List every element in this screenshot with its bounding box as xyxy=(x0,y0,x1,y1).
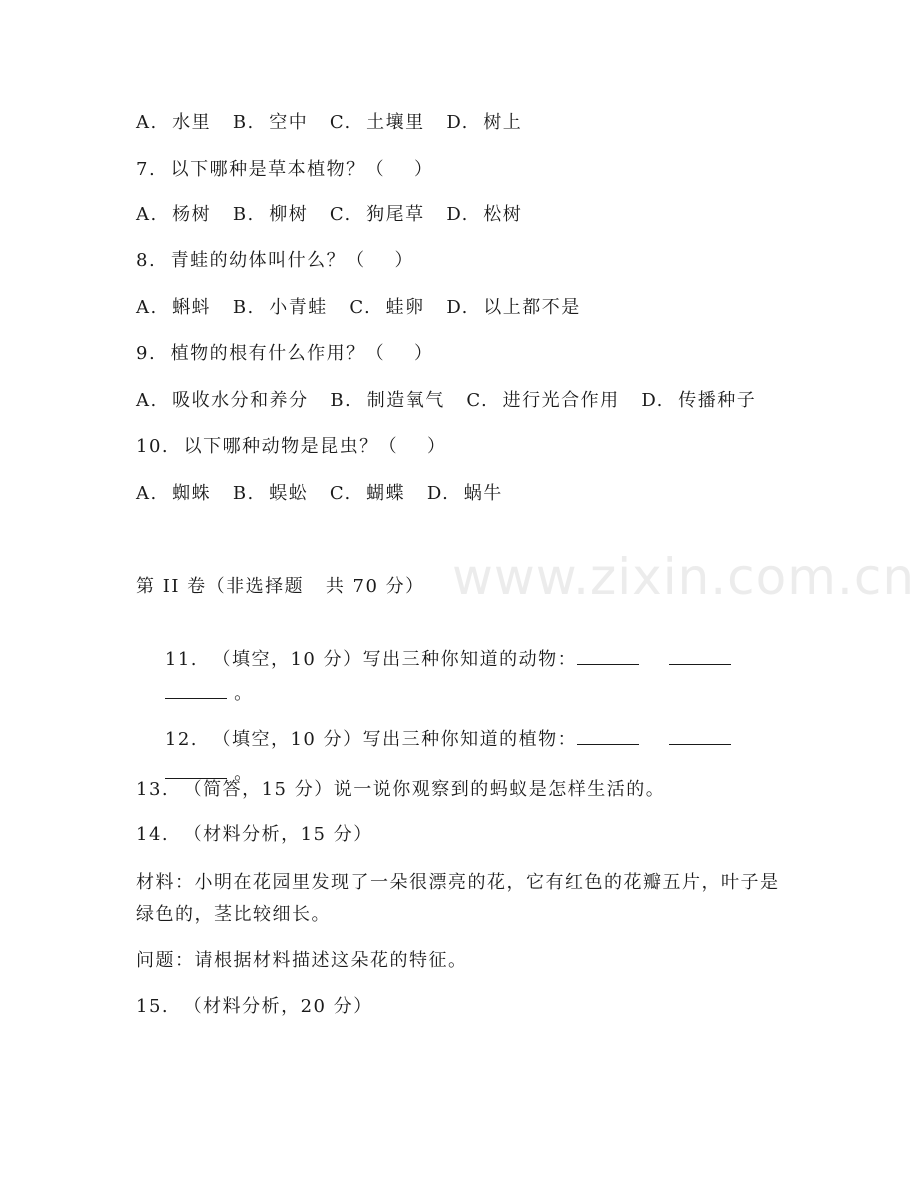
q14-prompt: 问题：请根据材料描述这朵花的特征。 xyxy=(136,950,468,971)
q12-blank-1[interactable] xyxy=(577,726,639,745)
q12-text: 12. （填空，10 分）写出三种你知道的植物： xyxy=(164,729,578,750)
q6-options: A. 水里 B. 空中 C. 土壤里 D. 树上 xyxy=(136,112,523,133)
q10-question: 10. 以下哪种动物是昆虫？（ ） xyxy=(136,436,447,457)
q11-blank-2[interactable] xyxy=(669,646,731,665)
q8-options: A. 蝌蚪 B. 小青蛙 C. 蛙卵 D. 以上都不是 xyxy=(136,297,581,318)
q12-blank-2[interactable] xyxy=(669,726,731,745)
q7-question: 7. 以下哪种是草本植物？（ ） xyxy=(136,159,434,180)
q10-options: A. 蜘蛛 B. 蜈蚣 C. 蝴蝶 D. 蜗牛 xyxy=(136,483,503,504)
watermark: www.zixin.com.cn xyxy=(452,548,916,606)
section-title: 第 II 卷（非选择题 共 70 分） xyxy=(136,576,425,597)
q11-text: 11. （填空，10 分）写出三种你知道的动物： xyxy=(164,649,578,670)
q12-end: 。 xyxy=(226,763,254,784)
q9-question: 9. 植物的根有什么作用？（ ） xyxy=(136,343,434,364)
q14-material: 材料：小明在花园里发现了一朵很漂亮的花，它有红色的花瓣五片，叶子是绿色的，茎比较细长。 xyxy=(136,872,780,925)
q11-blank-1[interactable] xyxy=(577,646,639,665)
q11-end: 。 xyxy=(226,683,254,704)
q13-question: 13. （简答，15 分）说一说你观察到的蚂蚁是怎样生活的。 xyxy=(136,779,666,800)
q9-options: A. 吸收水分和养分 B. 制造氧气 C. 进行光合作用 D. 传播种子 xyxy=(136,390,757,411)
q14-question: 14. （材料分析，15 分） xyxy=(136,824,373,845)
q11-blank-3[interactable] xyxy=(165,680,227,699)
q15-question: 15. （材料分析，20 分） xyxy=(136,996,373,1017)
q8-question: 8. 青蛙的幼体叫什么？（ ） xyxy=(136,250,415,271)
q7-options: A. 杨树 B. 柳树 C. 狗尾草 D. 松树 xyxy=(136,204,523,225)
